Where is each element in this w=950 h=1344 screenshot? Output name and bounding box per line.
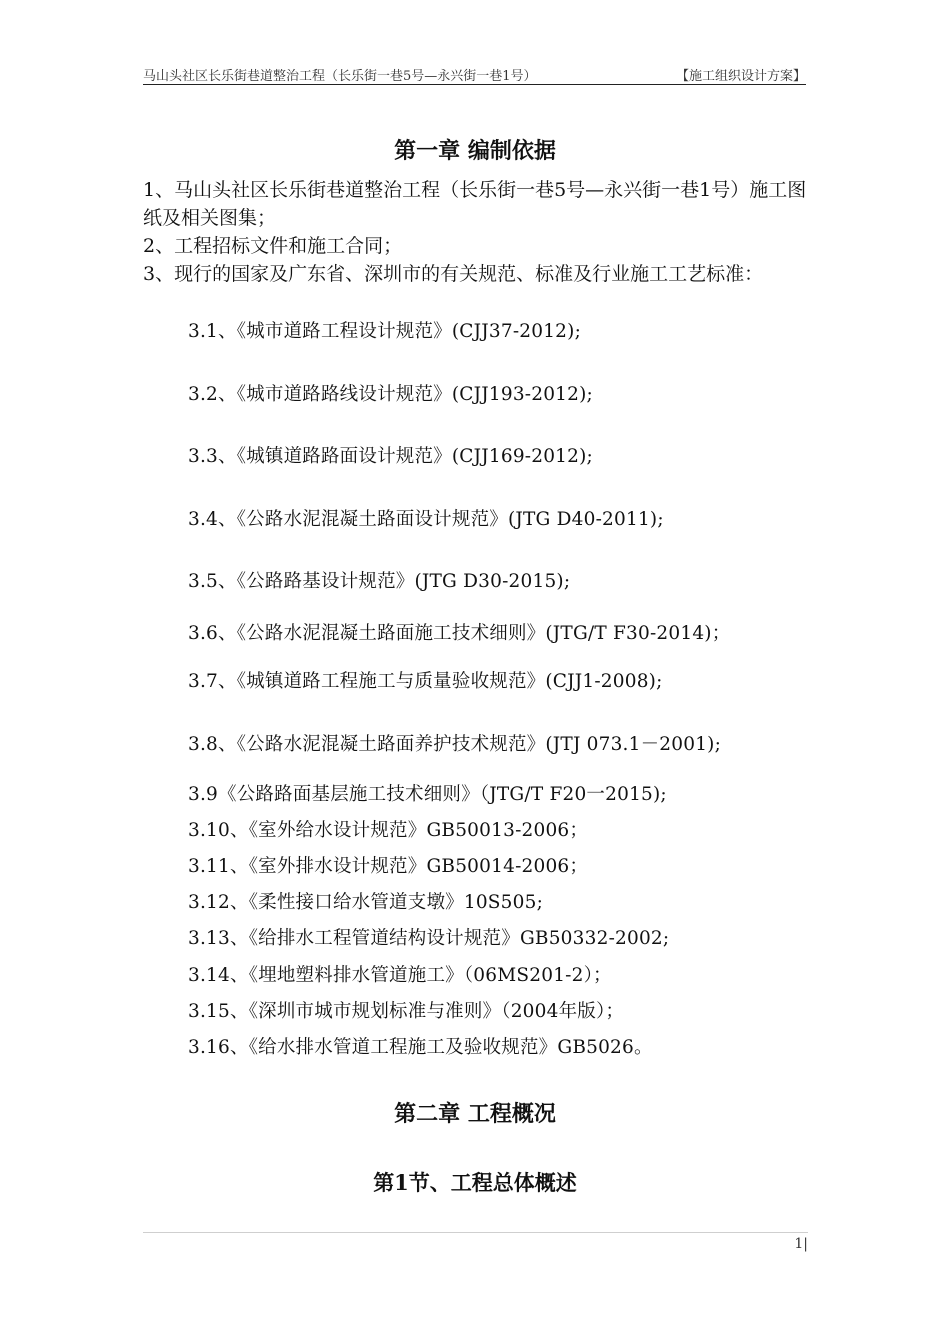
standard-item: 3.3、《城镇道路路面设计规范》(CJJ169-2012);: [188, 446, 593, 467]
standard-item: 3.8、《公路水泥混凝土路面养护技术规范》(JTJ 073.1－2001);: [188, 734, 722, 755]
page-number: 1|: [794, 1236, 808, 1252]
section-1-title: 第1节、工程总体概述: [373, 1170, 577, 1195]
standard-item: 3.16、《给水排水管道工程施工及验收规范》GB5026。: [188, 1037, 653, 1058]
chapter-1-title: 第一章 编制依据: [394, 138, 556, 164]
standard-item: 3.2、《城市道路路线设计规范》(CJJ193-2012);: [188, 384, 593, 405]
chapter-2-title: 第二章 工程概况: [394, 1101, 556, 1127]
standard-item: 3.7、《城镇道路工程施工与质量验收规范》(CJJ1-2008);: [188, 671, 663, 692]
standard-item: 3.10、《室外给水设计规范》GB50013-2006；: [188, 820, 589, 841]
header-document-type: 【施工组织设计方案】: [675, 69, 806, 84]
basis-item-2: 2、工程招标文件和施工合同；: [143, 235, 403, 257]
basis-list: [143, 176, 808, 288]
basis-item-1: 1、马山头社区长乐街巷道整治工程（长乐街一巷5号—永兴街一巷1号）施工图纸及相关图集；: [143, 179, 807, 229]
header-project-name: 马山头社区长乐街巷道整治工程（长乐街一巷5号—永兴街一巷1号）: [143, 69, 537, 84]
standard-item: 3.11、《室外排水设计规范》GB50014-2006；: [188, 856, 589, 877]
standard-item: 3.15、《深圳市城市规划标准与准则》（2004年版）；: [188, 1001, 625, 1022]
standard-item: 3.1、《城市道路工程设计规范》(CJJ37-2012);: [188, 321, 582, 342]
standard-item: 3.9《公路路面基层施工技术细则》（JTG/T F20一2015);: [188, 784, 667, 805]
page-header: [143, 62, 806, 85]
basis-item-3: 3、现行的国家及广东省、深圳市的有关规范、标准及行业施工工艺标准：: [143, 263, 764, 285]
standard-item: 3.4、《公路水泥混凝土路面设计规范》(JTG D40-2011);: [188, 509, 664, 530]
standard-item: 3.12、《柔性接口给水管道支墩》10S505;: [188, 892, 544, 913]
standard-item: 3.13、《给排水工程管道结构设计规范》GB50332-2002;: [188, 928, 670, 949]
standard-item: 3.5、《公路路基设计规范》(JTG D30-2015);: [188, 571, 571, 592]
footer-divider: [143, 1232, 808, 1233]
standard-item: 3.6、《公路水泥混凝土路面施工技术细则》(JTG/T F30-2014)；: [188, 623, 731, 644]
standard-item: 3.14、《埋地塑料排水管道施工》（06MS201-2）；: [188, 965, 612, 986]
